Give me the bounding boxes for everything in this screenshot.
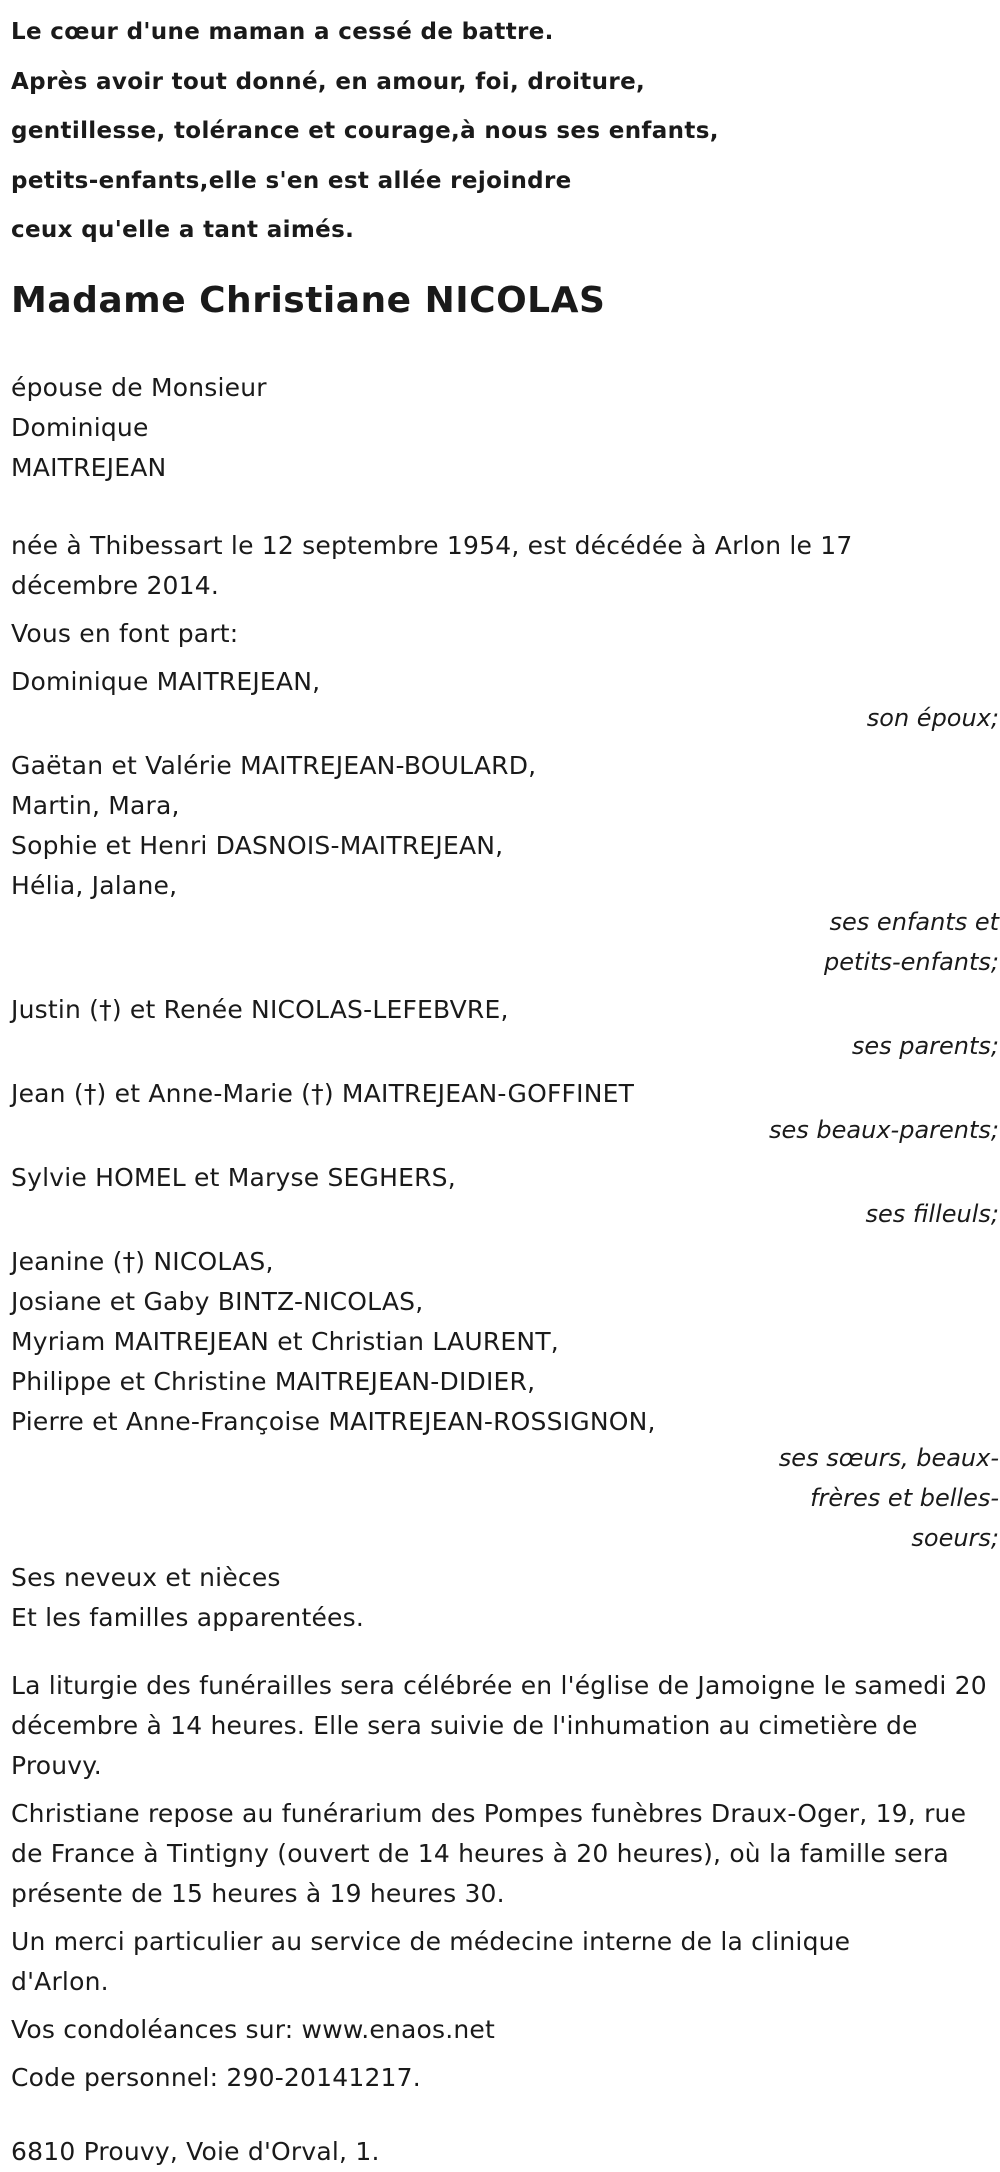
condolences-info: Vos condoléances sur: www.enaos.net [11, 2014, 495, 2044]
intro-line: petits-enfants,elle s'en est allée rejoindre [11, 167, 572, 194]
family-role-line: ses enfants et [829, 907, 999, 936]
family-role-line: soeurs; [911, 1523, 999, 1552]
intro-line: Le cœur d'une maman a cessé de battre. [11, 19, 554, 45]
family-role: ses beaux-parents; [769, 1115, 999, 1144]
family-group-godchildren [11, 1158, 991, 1198]
family-role-line: ses sœurs, beaux- [778, 1443, 999, 1472]
thanks-note: Un merci particulier au service de médecine interne de la clinique d'Arlon. [11, 1926, 851, 1996]
family-name-line: Pierre et Anne-Françoise MAITREJEAN-ROSSIGNON, [11, 1406, 656, 1436]
spouse-line-text: Dominique [11, 412, 149, 442]
family-group-spouse [11, 662, 991, 702]
address: 6810 Prouvy, Voie d'Orval, 1. [11, 2136, 380, 2166]
family-group-inlaws [11, 1074, 991, 1114]
closing-line: Ses neveux et nièces [11, 1562, 281, 1592]
family-name-line: Jean (†) et Anne-Marie (†) MAITREJEAN-GOFFINET [11, 1078, 635, 1108]
family-role-line: frères et belles- [810, 1483, 999, 1512]
personal-code: Code personnel: 290-20141217. [11, 2062, 421, 2092]
spouse-line-text: épouse de Monsieur [11, 372, 267, 402]
family-group-siblings [11, 1242, 991, 1442]
birth-death-info: née à Thibessart le 12 septembre 1954, est décédée à Arlon le 17 décembre 2014. [11, 530, 853, 600]
family-name-line: Josiane et Gaby BINTZ-NICOLAS, [11, 1286, 424, 1316]
family-group-parents [11, 990, 991, 1030]
intro-verse [11, 8, 991, 256]
family-name-line: Philippe et Christine MAITREJEAN-DIDIER, [11, 1366, 536, 1396]
deceased-name: Madame Christiane NICOLAS [11, 279, 606, 321]
intro-line: Après avoir tout donné, en amour, foi, droiture, [11, 68, 646, 95]
family-role: ses filleuls; [865, 1199, 999, 1228]
intro-line: ceux qu'elle a tant aimés. [11, 217, 355, 243]
family-name-line: Sylvie HOMEL et Maryse SEGHERS, [11, 1162, 456, 1192]
family-name-line: Dominique MAITREJEAN, [11, 666, 321, 696]
closing-line: Et les familles apparentées. [11, 1602, 364, 1632]
obituary-notice [11, 0, 999, 2172]
family-name-line: Myriam MAITREJEAN et Christian LAURENT, [11, 1326, 559, 1356]
family-name-line: Jeanine (†) NICOLAS, [11, 1246, 274, 1276]
family-role: son époux; [866, 703, 999, 732]
announcement: Vous en font part: [11, 618, 239, 648]
spouse-line-text: MAITREJEAN [11, 452, 167, 482]
family-role-line: petits-enfants; [824, 947, 999, 976]
closing-lines [11, 1558, 991, 1638]
spouse-line [11, 368, 991, 488]
funeral-info: La liturgie des funérailles sera célébrée en l'église de Jamoigne le samedi 20 décembre à 14 heures. Elle sera suivie de l'inhumation au cimetière de Prouvy. [11, 1670, 987, 1780]
family-name-line: Sophie et Henri DASNOIS-MAITREJEAN, [11, 830, 504, 860]
family-name-line: Justin (†) et Renée NICOLAS-LEFEBVRE, [11, 994, 509, 1024]
family-group-children [11, 746, 991, 906]
family-role: ses parents; [851, 1031, 999, 1060]
family-role [11, 1438, 999, 1558]
family-role [11, 902, 999, 982]
family-name-line: Hélia, Jalane, [11, 870, 178, 900]
intro-line: gentillesse, tolérance et courage,à nous ses enfants, [11, 118, 719, 144]
family-name-line: Gaëtan et Valérie MAITREJEAN-BOULARD, [11, 750, 537, 780]
rest-info: Christiane repose au funérarium des Pompes funèbres Draux-Oger, 19, rue de France à Tintigny (ouvert de 14 heures à 20 heures), où la famille sera présente de 15 heures à 19 heures 30. [11, 1798, 967, 1908]
family-name-line: Martin, Mara, [11, 790, 180, 820]
